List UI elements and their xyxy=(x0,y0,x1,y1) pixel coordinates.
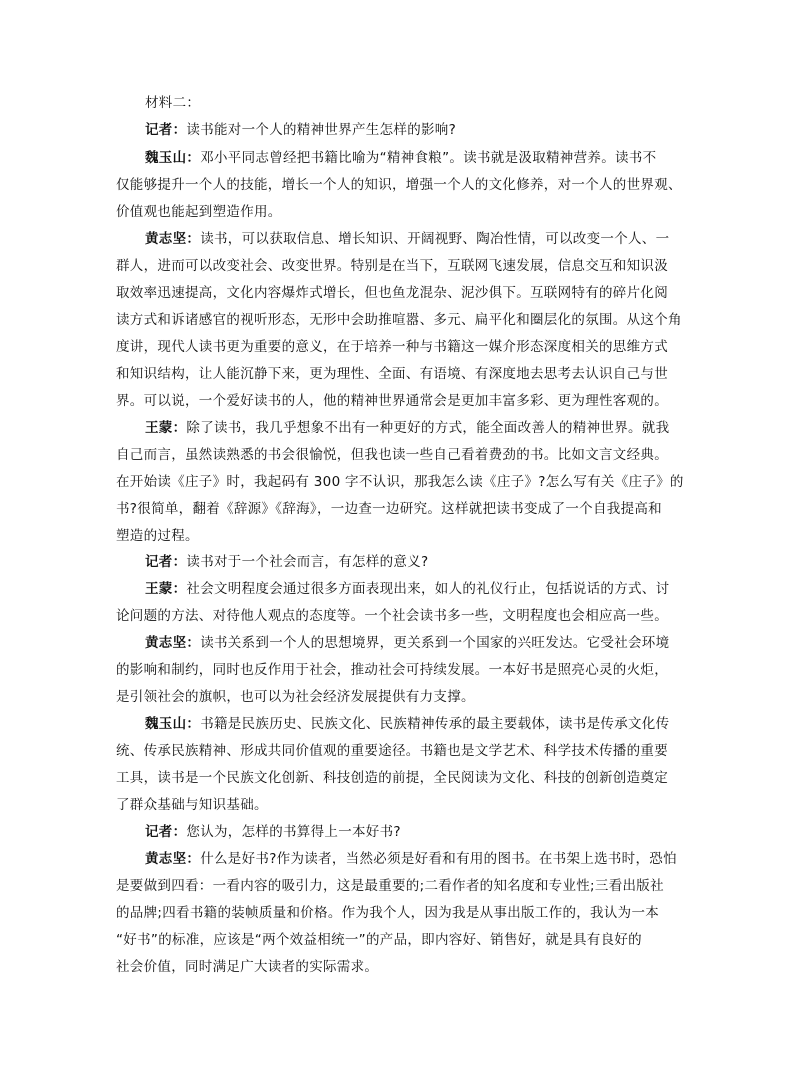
paragraph-line: 在开始读《庄子》时，我起码有 300 字不认识，那我怎么读《庄子》?怎么写有关《庄子》的 xyxy=(116,474,684,490)
paragraph-line: 是引领社会的旗帜，也可以为社会经济发展提供有力支撑。 xyxy=(116,689,475,705)
paragraph-line: “好书”的标准，应该是“两个效益相统一”的产品，即内容好、销售好，就是具有良好的 xyxy=(116,932,642,948)
speaker-name: 黄志坚： xyxy=(145,635,201,651)
speaker-name: 王蒙： xyxy=(145,420,187,436)
paragraph-line: 取效率迅速提高，文化内容爆炸式增长，但也鱼龙混杂、泥沙俱下。互联网特有的碎片化阅 xyxy=(116,285,668,301)
paragraph-line: 统、传承民族精神、形成共同价值观的重要途径。书籍也是文学艺术、科学技术传播的重要 xyxy=(116,743,668,759)
speech-text: 除了读书，我几乎想象不出有一种更好的方式，能全面改善人的精神世界。就我 xyxy=(186,420,670,436)
paragraph-first-line xyxy=(145,229,669,249)
paragraph-line: 是要做到四看：一看内容的吸引力，这是最重要的;二看作者的知名度和专业性;三看出版社 xyxy=(116,878,664,894)
paragraph-line: 的影响和制约，同时也反作用于社会，推动社会可持续发展。一本好书是照亮心灵的火炬， xyxy=(116,662,668,678)
paragraph-line: 仅能够提升一个人的技能，增长一个人的知识，增强一个人的文化修养，对一个人的世界观、 xyxy=(116,177,682,193)
speaker-name: 黄志坚： xyxy=(145,851,201,867)
paragraph-line: 价值观也能起到塑造作用。 xyxy=(116,204,282,220)
paragraph-line: 塑造的过程。 xyxy=(116,528,199,544)
speech-text: 读书能对一个人的精神世界产生怎样的影响? xyxy=(186,122,457,138)
paragraph-line: 的品牌;四看书籍的装帧质量和价格。作为我个人，因为我是从事出版工作的，我认为一本 xyxy=(116,905,660,921)
paragraph-line: 和知识结构，让人能沉静下来，更为理性、全面、有语境、有深度地去思考去认识自己与世 xyxy=(116,366,668,382)
speaker-name: 黄志坚： xyxy=(145,231,201,247)
speech-text: 您认为，怎样的书算得上一本好书? xyxy=(186,824,401,840)
paragraph-first-line xyxy=(145,418,669,438)
paragraph-first-line xyxy=(145,822,401,842)
speech-text: 社会文明程度会通过很多方面表现出来，如人的礼仪行止，包括说话的方式、讨 xyxy=(186,581,670,597)
section-heading: 材料二： xyxy=(145,95,201,111)
paragraph-first-line xyxy=(145,714,669,734)
paragraph-line: 书?很简单，翻着《辞源》《辞海》，一边查一边研究。这样就把读书变成了一个自我提高和 xyxy=(116,501,662,517)
paragraph-line: 社会价值，同时满足广大读者的实际需求。 xyxy=(116,959,379,975)
paragraph-first-line xyxy=(145,849,677,869)
paragraph-line: 界。可以说，一个爱好读书的人，他的精神世界通常会是更加丰富多彩、更为理性客观的。 xyxy=(116,393,668,409)
speaker-name: 魏玉山： xyxy=(145,716,201,732)
speaker-name: 魏玉山： xyxy=(145,150,201,166)
paragraph-line: 度讲，现代人读书更为重要的意义，在于培养一种与书籍这一媒介形态深度相关的思维方式 xyxy=(116,339,668,355)
paragraph-line: 自己而言，虽然读熟悉的书会很愉悦，但我也读一些自己看着费劲的书。比如文言文经典。 xyxy=(116,447,668,463)
paragraph-first-line xyxy=(145,633,669,653)
paragraph-first-line xyxy=(145,579,669,599)
speaker-name: 记者： xyxy=(145,554,187,570)
speech-text: 书籍是民族历史、民族文化、民族精神传承的最主要载体，读书是传承文化传 xyxy=(200,716,670,732)
speaker-name: 记者： xyxy=(145,122,187,138)
paragraph-line: 群人，进而可以改变社会、改变世界。特别是在当下，互联网飞速发展，信息交互和知识汲 xyxy=(116,258,668,274)
speaker-name: 记者： xyxy=(145,824,187,840)
paragraph-first-line xyxy=(145,120,456,140)
speaker-name: 王蒙： xyxy=(145,581,187,597)
speech-text: 邓小平同志曾经把书籍比喻为“精神食粮”。读书就是汲取精神营养。读书不 xyxy=(200,150,657,166)
paragraph-first-line xyxy=(145,148,656,168)
speech-text: 读书对于一个社会而言，有怎样的意义? xyxy=(186,554,429,570)
paragraph-line: 论问题的方法、对待他人观点的态度等。一个社会读书多一些，文明程度也会相应高一些。 xyxy=(116,608,668,624)
speech-text: 什么是好书?作为读者，当然必须是好看和有用的图书。在书架上选书时，恐怕 xyxy=(200,851,677,867)
paragraph-first-line xyxy=(145,552,428,572)
speech-text: 读书关系到一个人的思想境界，更关系到一个国家的兴旺发达。它受社会环境 xyxy=(200,635,670,651)
speech-text: 读书，可以获取信息、增长知识、开阔视野、陶冶性情，可以改变一个人、一 xyxy=(200,231,670,247)
paragraph-line: 了群众基础与知识基础。 xyxy=(116,797,268,813)
paragraph-line: 读方式和诉诸感官的视听形态，无形中会助推喧嚣、多元、扁平化和圈层化的氛围。从这个角 xyxy=(116,312,682,328)
paragraph-line: 工具，读书是一个民族文化创新、科技创造的前提，全民阅读为文化、科技的创新创造奠定 xyxy=(116,770,668,786)
